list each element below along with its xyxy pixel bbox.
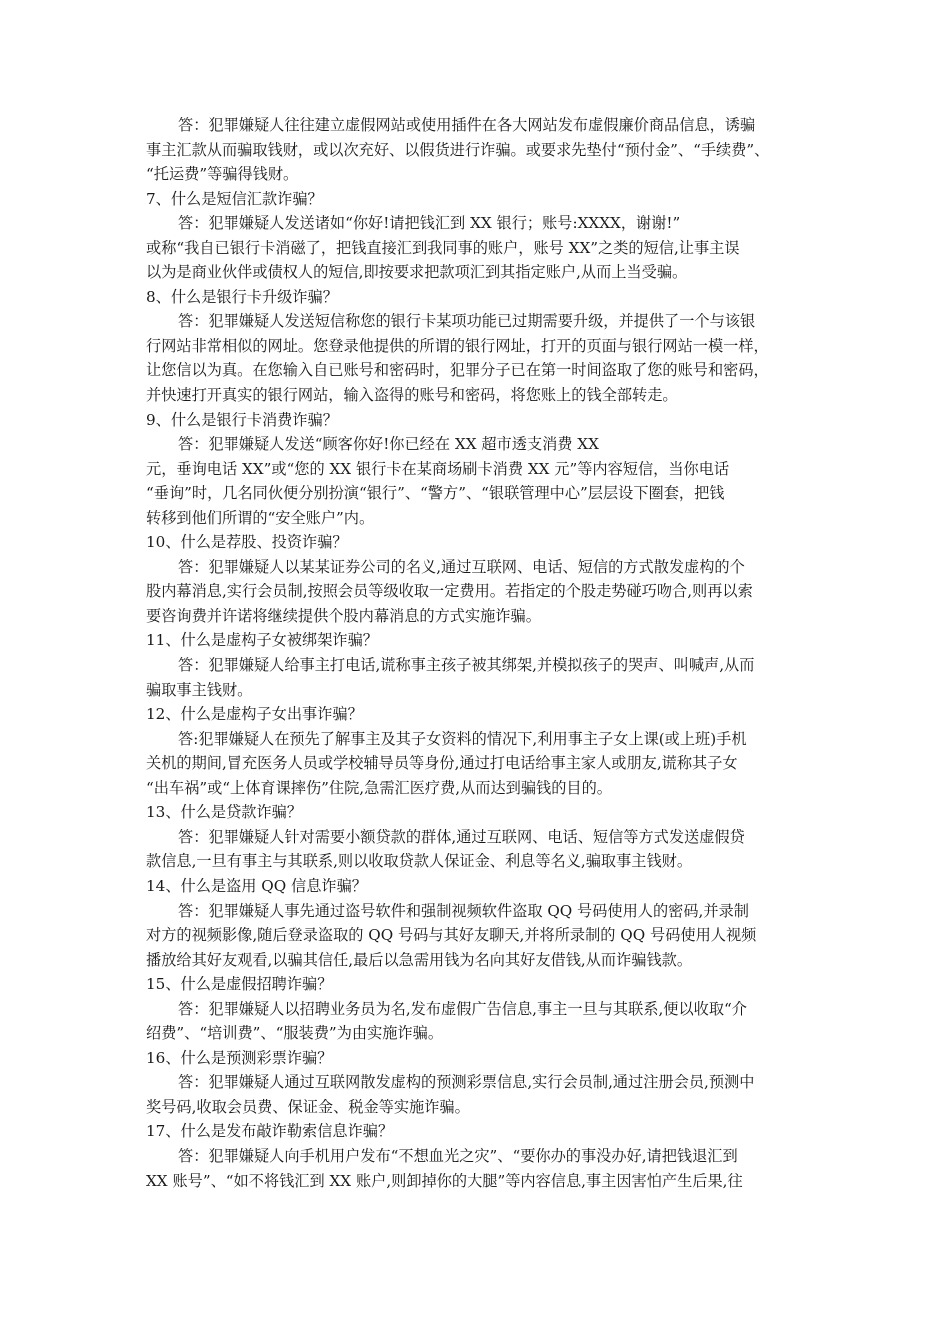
answer-paragraph	[146, 309, 810, 407]
answer-paragraph	[146, 555, 810, 629]
text-line: “出车祸”或“上体育课摔伤”住院,急需汇医疗费,从而达到骗钱的目的。	[146, 778, 612, 797]
text-line: 答：犯罪嫌疑人以某某证券公司的名义,通过互联网、电话、短信的方式散发虚构的个	[178, 557, 745, 576]
text-line: 款信息,一旦有事主与其联系,则以收取贷款人保证金、利息等名义,骗取事主钱财。	[146, 852, 693, 871]
question-heading	[146, 1119, 810, 1144]
text-line: 答：犯罪嫌疑人以招聘业务员为名,发布虚假广告信息,事主一旦与其联系,便以收取“介	[178, 999, 747, 1018]
answer-paragraph	[146, 899, 810, 973]
question-heading	[146, 408, 810, 433]
text-line: 答：犯罪嫌疑人给事主打电话,谎称事主孩子被其绑架,并模拟孩子的哭声、叫喊声,从而	[178, 656, 755, 675]
text-line: 14、什么是盗用 QQ 信息诈骗？	[146, 876, 367, 895]
question-heading	[146, 972, 810, 997]
text-line: 元，垂询电话 XX”或“您的 XX 银行卡在某商场刷卡消费 XX 元”等内容短信，当你电话	[146, 459, 730, 478]
text-line: 骗取事主钱财。	[146, 680, 253, 699]
text-line: 播放给其好友观看,以骗其信任,最后以急需用钱为名向其好友借钱,从而诈骗钱款。	[146, 950, 693, 969]
document-page	[146, 113, 810, 1193]
text-line: 10、什么是荐股、投资诈骗？	[146, 533, 348, 552]
question-heading	[146, 530, 810, 555]
text-line: 关机的期间,冒充医务人员或学校辅导员等身份,通过打电话给事主家人或朋友,谎称其子女	[146, 754, 738, 773]
text-line: 转移到他们所谓的“安全账户”内。	[146, 508, 375, 527]
text-line: 答：犯罪嫌疑人针对需要小额贷款的群体,通过互联网、电话、短信等方式发送虚假贷	[178, 827, 745, 846]
text-line: 答：犯罪嫌疑人通过互联网散发虚构的预测彩票信息,实行会员制,通过注册会员,预测中	[178, 1073, 755, 1092]
text-line: 要咨询费并许诺将继续提供个股内幕消息的方式实施诈骗。	[146, 606, 541, 625]
text-line: 股内幕消息,实行会员制,按照会员等级收取一定费用。若指定的个股走势碰巧吻合,则再以索	[146, 582, 753, 601]
question-heading	[146, 702, 810, 727]
question-heading	[146, 285, 810, 310]
text-line: 13、什么是贷款诈骗？	[146, 803, 303, 822]
answer-paragraph	[146, 1144, 810, 1193]
text-line: 或称“我自已银行卡消磁了，把钱直接汇到我同事的账户，账号 XX”之类的短信,让事主误	[146, 238, 740, 257]
text-line: “垂询”时，几名同伙便分别扮演“银行”、“警方”、“银联管理中心”层层设下圈套，把钱	[146, 484, 725, 503]
question-heading	[146, 800, 810, 825]
text-line: 答：犯罪嫌疑人向手机用户发布“不想血光之灾”、“要你办的事没办好,请把钱退汇到	[178, 1146, 738, 1165]
text-line: 答：犯罪嫌疑人往往建立虚假网站或使用插件在各大网站发布虚假廉价商品信息，诱骗	[178, 116, 756, 134]
text-line: 奖号码,收取会员费、保证金、税金等实施诈骗。	[146, 1097, 470, 1116]
answer-paragraph	[146, 653, 810, 702]
text-line: 答:犯罪嫌疑人在预先了解事主及其子女资料的情况下,利用事主子女上课(或上班)手机	[178, 729, 747, 748]
text-line: 7、什么是短信汇款诈骗？	[146, 189, 323, 208]
answer-paragraph	[146, 432, 810, 530]
text-line: 让您信以为真。在您输入自已账号和密码时，犯罪分子已在第一时间盗取了您的账号和密码，	[146, 361, 769, 380]
question-heading	[146, 874, 810, 899]
text-line: 答：犯罪嫌疑人事先通过盗号软件和强制视频软件盗取 QQ 号码使用人的密码,并录制	[178, 901, 749, 920]
answer-paragraph	[146, 727, 810, 801]
text-line: 答：犯罪嫌疑人发送诸如“你好!请把钱汇到 XX 银行；账号:XXXX，谢谢!”	[178, 214, 681, 233]
answer-paragraph	[146, 113, 810, 187]
text-line: XX 账号”、“如不将钱汇到 XX 账户,则卸掉你的大腿”等内容信息,事主因害怕产生后果,往	[146, 1171, 743, 1190]
question-heading	[146, 628, 810, 653]
text-line: 答：犯罪嫌疑人发送短信称您的银行卡某项功能已过期需要升级，并提供了一个与该银	[178, 312, 756, 331]
text-line: 16、什么是预测彩票诈骗？	[146, 1048, 333, 1067]
text-line: 行网站非常相似的网址。您登录他提供的所谓的银行网址，打开的页面与银行网站一模一样，	[146, 336, 769, 355]
text-line: 答：犯罪嫌疑人发送“顾客你好!你已经在 XX 超市透支消费 XX	[178, 435, 599, 454]
text-line: 15、什么是虚假招聘诈骗？	[146, 975, 333, 994]
answer-paragraph	[146, 1070, 810, 1119]
text-line: 对方的视频影像,随后登录盗取的 QQ 号码与其好友聊天,并将所录制的 QQ 号码使用人视频	[146, 926, 757, 945]
answer-paragraph	[146, 997, 810, 1046]
text-line: “托运费”等骗得钱财。	[146, 165, 299, 184]
text-line: 8、什么是银行卡升级诈骗？	[146, 287, 338, 306]
text-line: 9、什么是银行卡消费诈骗？	[146, 410, 338, 429]
text-line: 以为是商业伙伴或债权人的短信,即按要求把款项汇到其指定账户,从而上当受骗。	[146, 263, 688, 282]
text-line: 绍费”、“培训费”、“服装费”为由实施诈骗。	[146, 1024, 444, 1043]
question-heading	[146, 187, 810, 212]
text-line: 11、什么是虚构子女被绑架诈骗？	[146, 631, 378, 650]
text-line: 17、什么是发布敲诈勒索信息诈骗？	[146, 1122, 394, 1141]
text-line: 12、什么是虚构子女出事诈骗？	[146, 705, 363, 724]
question-heading	[146, 1046, 810, 1071]
text-line: 并快速打开真实的银行网站，输入盗得的账号和密码，将您账上的钱全部转走。	[146, 386, 678, 405]
text-line: 事主汇款从而骗取钱财，或以次充好、以假货进行诈骗。或要求先垫付“预付金”、“手续费”、	[146, 140, 770, 159]
answer-paragraph	[146, 825, 810, 874]
answer-paragraph	[146, 211, 810, 285]
